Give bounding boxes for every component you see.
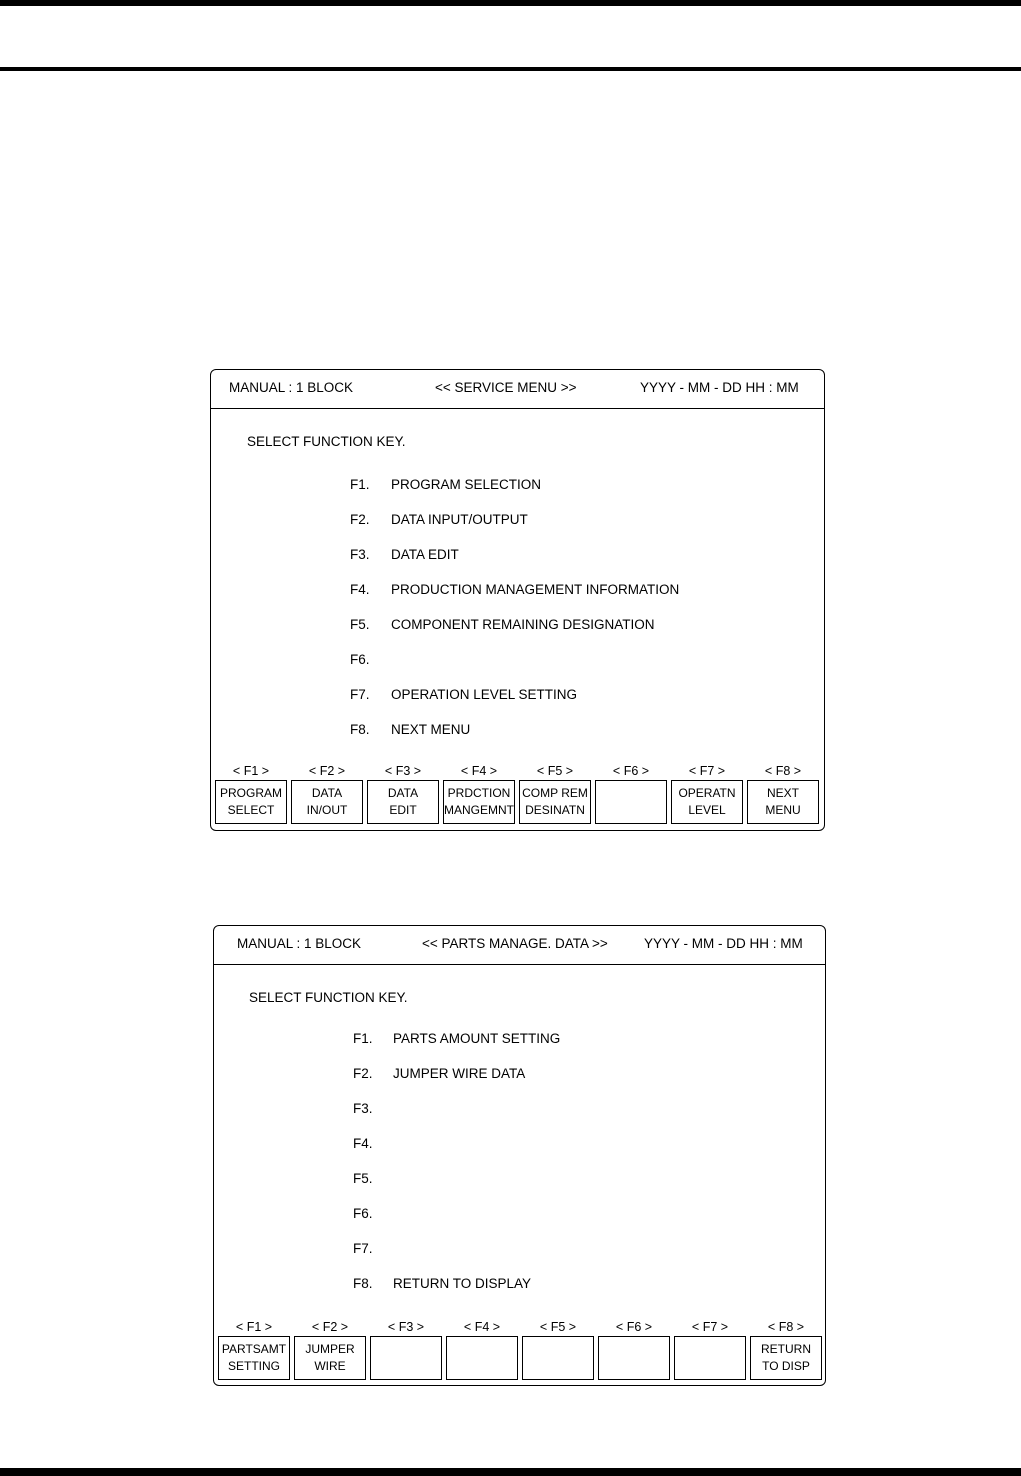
f1-parts-amount-setting-button[interactable]: PARTSAMT SETTING bbox=[218, 1336, 290, 1380]
menu-key: F5. bbox=[350, 617, 370, 632]
fkey-tag-f3: < F3 > bbox=[384, 764, 422, 778]
fkey-tag-f5: < F5 > bbox=[539, 1320, 577, 1334]
fkey-tag-f1: < F1 > bbox=[235, 1320, 273, 1334]
datetime-display: YYYY - MM - DD HH : MM bbox=[640, 380, 799, 395]
parts-manage-data-screen bbox=[213, 925, 826, 1386]
prompt-text: SELECT FUNCTION KEY. bbox=[247, 434, 406, 449]
f5-blank-button[interactable] bbox=[522, 1336, 594, 1380]
menu-key: F1. bbox=[353, 1031, 373, 1046]
f2-data-in-out-button[interactable]: DATA IN/OUT bbox=[291, 780, 363, 824]
datetime-display: YYYY - MM - DD HH : MM bbox=[644, 936, 803, 951]
f6-blank-button[interactable] bbox=[595, 780, 667, 824]
menu-key: F6. bbox=[350, 652, 370, 667]
screen-header bbox=[214, 926, 825, 965]
mode-indicator: MANUAL : 1 BLOCK bbox=[229, 380, 354, 395]
f3-blank-button[interactable] bbox=[370, 1336, 442, 1380]
service-menu-screen bbox=[210, 369, 825, 831]
mode-indicator: MANUAL : 1 BLOCK bbox=[237, 936, 362, 951]
menu-label: PARTS AMOUNT SETTING bbox=[393, 1031, 561, 1046]
menu-key: F4. bbox=[353, 1136, 373, 1151]
menu-label: JUMPER WIRE DATA bbox=[393, 1066, 526, 1081]
function-key-tags bbox=[214, 1320, 825, 1336]
menu-key: F8. bbox=[353, 1276, 373, 1291]
screen-header bbox=[211, 370, 824, 409]
menu-key: F2. bbox=[353, 1066, 373, 1081]
fkey-tag-f6: < F6 > bbox=[612, 764, 650, 778]
menu-label: DATA INPUT/OUTPUT bbox=[391, 512, 528, 527]
f8-next-menu-button[interactable]: NEXT MENU bbox=[747, 780, 819, 824]
menu-label: PRODUCTION MANAGEMENT INFORMATION bbox=[391, 582, 680, 597]
menu-label: PROGRAM SELECTION bbox=[391, 477, 542, 492]
fkey-tag-f8: < F8 > bbox=[767, 1320, 805, 1334]
page-bottom-rule bbox=[0, 1468, 1021, 1476]
menu-key: F7. bbox=[353, 1241, 373, 1256]
prompt-text: SELECT FUNCTION KEY. bbox=[249, 990, 408, 1005]
menu-key: F3. bbox=[353, 1101, 373, 1116]
fkey-tag-f6: < F6 > bbox=[615, 1320, 653, 1334]
function-key-tags bbox=[211, 764, 824, 780]
menu-key: F2. bbox=[350, 512, 370, 527]
fkey-tag-f4: < F4 > bbox=[463, 1320, 501, 1334]
fkey-tag-f2: < F2 > bbox=[308, 764, 346, 778]
fkey-tag-f4: < F4 > bbox=[460, 764, 498, 778]
f2-jumper-wire-button[interactable]: JUMPER WIRE bbox=[294, 1336, 366, 1380]
menu-key: F1. bbox=[350, 477, 370, 492]
f5-component-remaining-button[interactable]: COMP REM DESINATN bbox=[519, 780, 591, 824]
fkey-tag-f7: < F7 > bbox=[691, 1320, 729, 1334]
f6-blank-button[interactable] bbox=[598, 1336, 670, 1380]
menu-label: DATA EDIT bbox=[391, 547, 459, 562]
menu-key: F5. bbox=[353, 1171, 373, 1186]
page-top-rule bbox=[0, 0, 1021, 6]
f7-operation-level-button[interactable]: OPERATN LEVEL bbox=[671, 780, 743, 824]
f1-program-select-button[interactable]: PROGRAM SELECT bbox=[215, 780, 287, 824]
menu-key: F4. bbox=[350, 582, 370, 597]
screen-title: << PARTS MANAGE. DATA >> bbox=[422, 936, 608, 951]
menu-key: F7. bbox=[350, 687, 370, 702]
menu-label: RETURN TO DISPLAY bbox=[393, 1276, 532, 1291]
menu-key: F3. bbox=[350, 547, 370, 562]
f3-data-edit-button[interactable]: DATA EDIT bbox=[367, 780, 439, 824]
menu-key: F6. bbox=[353, 1206, 373, 1221]
menu-label: OPERATION LEVEL SETTING bbox=[391, 687, 578, 702]
fkey-tag-f1: < F1 > bbox=[232, 764, 270, 778]
f4-blank-button[interactable] bbox=[446, 1336, 518, 1380]
f8-return-to-display-button[interactable]: RETURN TO DISP bbox=[750, 1336, 822, 1380]
fkey-tag-f8: < F8 > bbox=[764, 764, 802, 778]
fkey-tag-f3: < F3 > bbox=[387, 1320, 425, 1334]
page-header-rule bbox=[0, 67, 1021, 71]
f4-production-management-button[interactable]: PRDCTION MANGEMNT bbox=[443, 780, 515, 824]
menu-key: F8. bbox=[350, 722, 370, 737]
fkey-tag-f2: < F2 > bbox=[311, 1320, 349, 1334]
menu-label: COMPONENT REMAINING DESIGNATION bbox=[391, 617, 655, 632]
fkey-tag-f5: < F5 > bbox=[536, 764, 574, 778]
screen-title: << SERVICE MENU >> bbox=[435, 380, 577, 395]
fkey-tag-f7: < F7 > bbox=[688, 764, 726, 778]
menu-label: NEXT MENU bbox=[391, 722, 471, 737]
f7-blank-button[interactable] bbox=[674, 1336, 746, 1380]
